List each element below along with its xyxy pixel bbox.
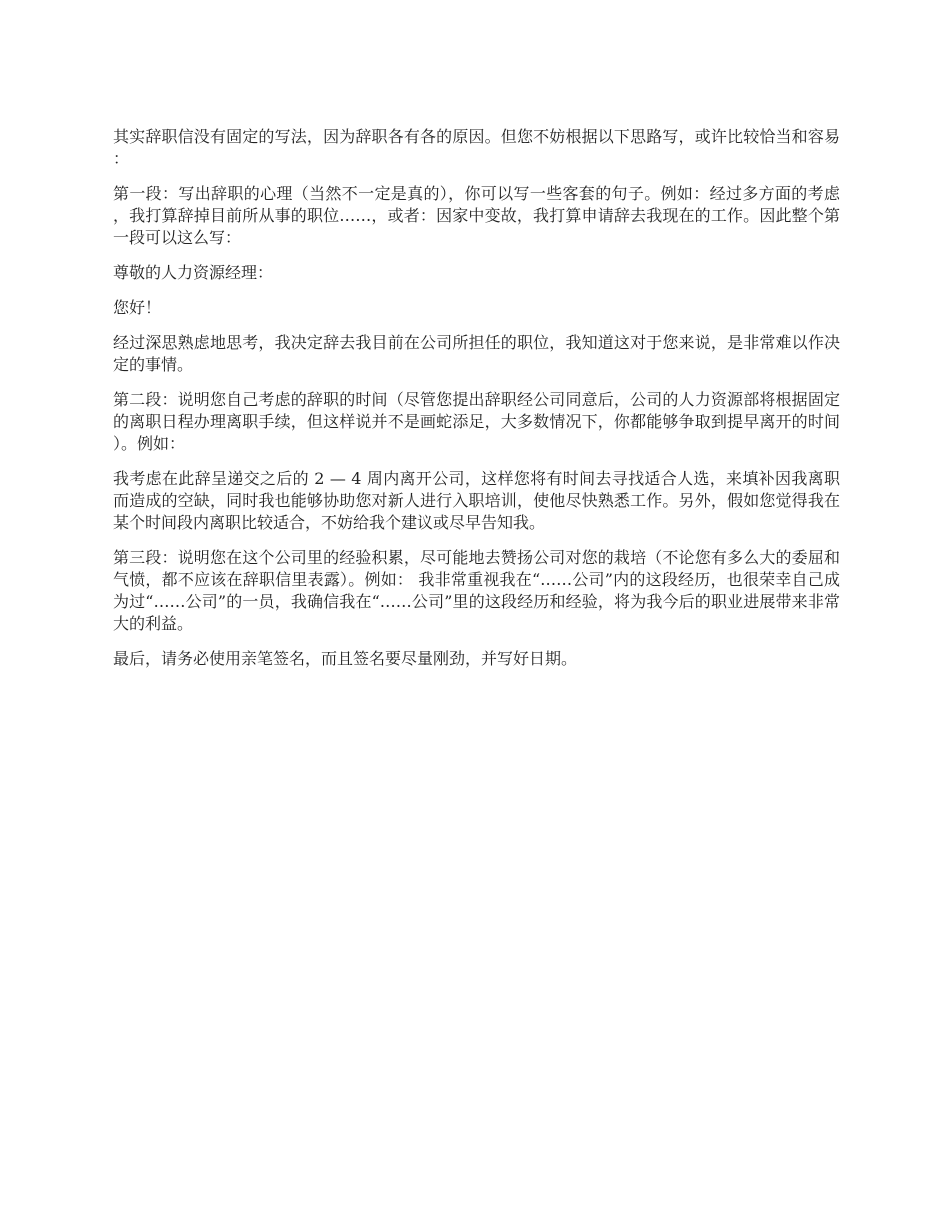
sample-opening-paragraph: 经过深思熟虑地思考，我决定辞去我目前在公司所担任的职位，我知道这对于您来说，是非常难以作决定的事情。 [113,333,840,374]
document-page [113,126,840,683]
third-section-paragraph: 第三段：说明您在这个公司里的经验积累，尽可能地去赞扬公司对您的栽培（不论您有多么大的委屈和气愤，都不应该在辞职信里表露）。例如： 我非常重视我在“……公司”内的这段经历，也很荣幸自己成为过“……公司”的一员，我确信我在“……公司”里的这段经历和经验，将为我今后的职业进展带来非常大的利益。 [113,548,840,633]
closing-paragraph: 最后，请务必使用亲笔签名，而且签名要尽量刚劲，并写好日期。 [113,649,578,668]
greeting-line: 您好！ [113,298,162,317]
intro-paragraph: 其实辞职信没有固定的写法，因为辞职各有各的原因。但您不妨根据以下思路写，或许比较恰当和容易： [113,127,840,168]
second-section-paragraph: 第二段：说明您自己考虑的辞职的时间（尽管您提出辞职经公司同意后，公司的人力资源部将根据固定的离职日程办理离职手续，但这样说并不是画蛇添足，大多数情况下，你都能够争取到提早离开的时间）。例如： [113,390,840,453]
first-section-paragraph: 第一段：写出辞职的心理（当然不一定是真的），你可以写一些客套的句子。例如：经过多方面的考虑，我打算辞掉目前所从事的职位……，或者：因家中变故，我打算申请辞去我现在的工作。因此整个第一段可以这么写： [113,184,840,247]
salutation-line: 尊敬的人力资源经理： [113,263,274,282]
sample-timing-paragraph: 我考虑在此辞呈递交之后的 2 — 4 周内离开公司，这样您将有时间去寻找适合人选，来填补因我离职而造成的空缺，同时我也能够协助您对新人进行入职培训，使他尽快熟悉工作。另外，假如您觉得我在某个时间段内离职比较适合，不妨给我个建议或尽早告知我。 [113,469,840,532]
